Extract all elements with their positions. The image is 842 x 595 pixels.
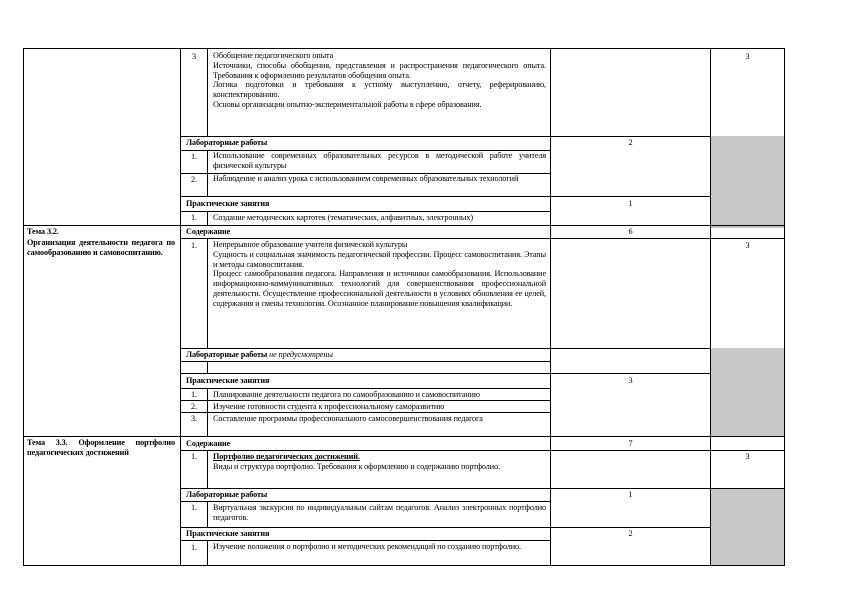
topic-number: Тема 3.2. — [27, 227, 59, 236]
level-value: 3 — [745, 452, 750, 461]
level-value: 3 — [745, 52, 750, 61]
practice-item: Изучение готовности студента к профессиональному саморазвитию — [213, 402, 445, 411]
hours-value: 7 — [628, 439, 633, 448]
practice-header: Практические занятия — [186, 199, 270, 208]
content-header: Содержание — [186, 439, 231, 448]
lab-works-header: Лабораторные работы — [186, 490, 268, 499]
lab-works-header: Лабораторные работы — [186, 138, 268, 147]
lab-works-note: не предусмотрены — [269, 350, 333, 359]
hours-value: 3 — [628, 376, 633, 385]
item-number: 1. — [191, 390, 197, 399]
content-paragraph: Сущность и социальная значимость педагогической профессии. Процесс самовоспитания. Этапы и методы самовоспитания. — [213, 249, 546, 269]
row-number: 3 — [192, 52, 196, 61]
content-paragraph: Основы организации опытно-экспериментальной работы в сфере образования. — [213, 99, 482, 109]
item-number: 1. — [191, 503, 197, 512]
content-paragraph: Процесс самообразования педагога. Направления и источники самообразования. Использование информационно-коммуникативных технологий для совершенствования профессиональной деятельности. Осуществление профессиональной деятельности в условиях обновления ее целей, содержания и смены технологии. Осознанное планирование повышения квалификации. — [213, 269, 546, 308]
item-number: 2. — [191, 175, 197, 184]
practice-item: Составление программы профессионального самосовершенствования педагога — [213, 414, 483, 423]
level-cell-shaded — [711, 488, 784, 565]
item-number: 1. — [191, 213, 197, 222]
lab-item: Использование современных образовательных ресурсов в методической работе учителя физической культуры — [213, 151, 546, 170]
hours-value: 2 — [628, 138, 633, 147]
content-block — [213, 240, 546, 309]
level-value: 3 — [745, 241, 750, 250]
item-number: 3. — [191, 414, 197, 423]
section-title: Обобщение педагогического опыта — [213, 51, 334, 60]
lab-item: Виртуальная экскурсия по индивидуальным сайтам педагогов. Анализ электронных портфолио педагогов. — [213, 503, 546, 522]
practice-header: Практические занятия — [186, 529, 270, 538]
hours-value: 1 — [628, 199, 633, 208]
level-cell-shaded — [711, 348, 784, 436]
practice-item: Планирование деятельности педагога по самообразованию и самовоспитанию — [213, 390, 480, 399]
level-cell-shaded — [711, 136, 784, 228]
section-title: Портфолио педагогических достижений. — [213, 452, 360, 461]
section-title: Непрерывное образование учителя физической культуры — [213, 240, 408, 249]
topic-title: Организация деятельности педагога по самообразованию и самовоспитанию. — [27, 238, 175, 257]
content-paragraph: Логика подготовки и требования к устному выступлению, отчету, реферированию, конспектированию. — [213, 80, 546, 100]
item-number: 1. — [191, 241, 197, 250]
content-paragraph: Виды и структура портфолио. Требования к оформлению и содержанию портфолио. — [213, 461, 500, 471]
content-block — [213, 452, 546, 472]
hours-value: 6 — [628, 227, 633, 236]
content-header: Содержание — [186, 227, 231, 236]
content-block — [213, 51, 546, 110]
item-number: 1. — [191, 452, 197, 461]
lab-works-row — [186, 350, 546, 360]
hours-value: 2 — [628, 529, 633, 538]
item-number: 1. — [191, 152, 197, 161]
lab-works-label: Лабораторные работы — [186, 350, 268, 359]
lab-item: Наблюдение и анализ урока с использованием современных образовательных технологий — [213, 174, 519, 183]
practice-item: Изучение положения о портфолио и методических рекомендаций по созданию портфолио. — [213, 542, 521, 551]
hours-value: 1 — [628, 490, 633, 499]
item-number: 1. — [191, 543, 197, 552]
practice-header: Практические занятия — [186, 376, 270, 385]
content-paragraph: Источники, способы обобщения, представления и распространения педагогического опыта. Требования к оформлению результатов обобщения опыта. — [213, 60, 546, 80]
item-number: 2. — [191, 402, 197, 411]
practice-item: Создание методических картотек (тематических, алфавитных, электронных) — [213, 213, 473, 222]
topic-title: Тема 3.3. Оформление портфолио педагогических достижений — [27, 438, 175, 457]
